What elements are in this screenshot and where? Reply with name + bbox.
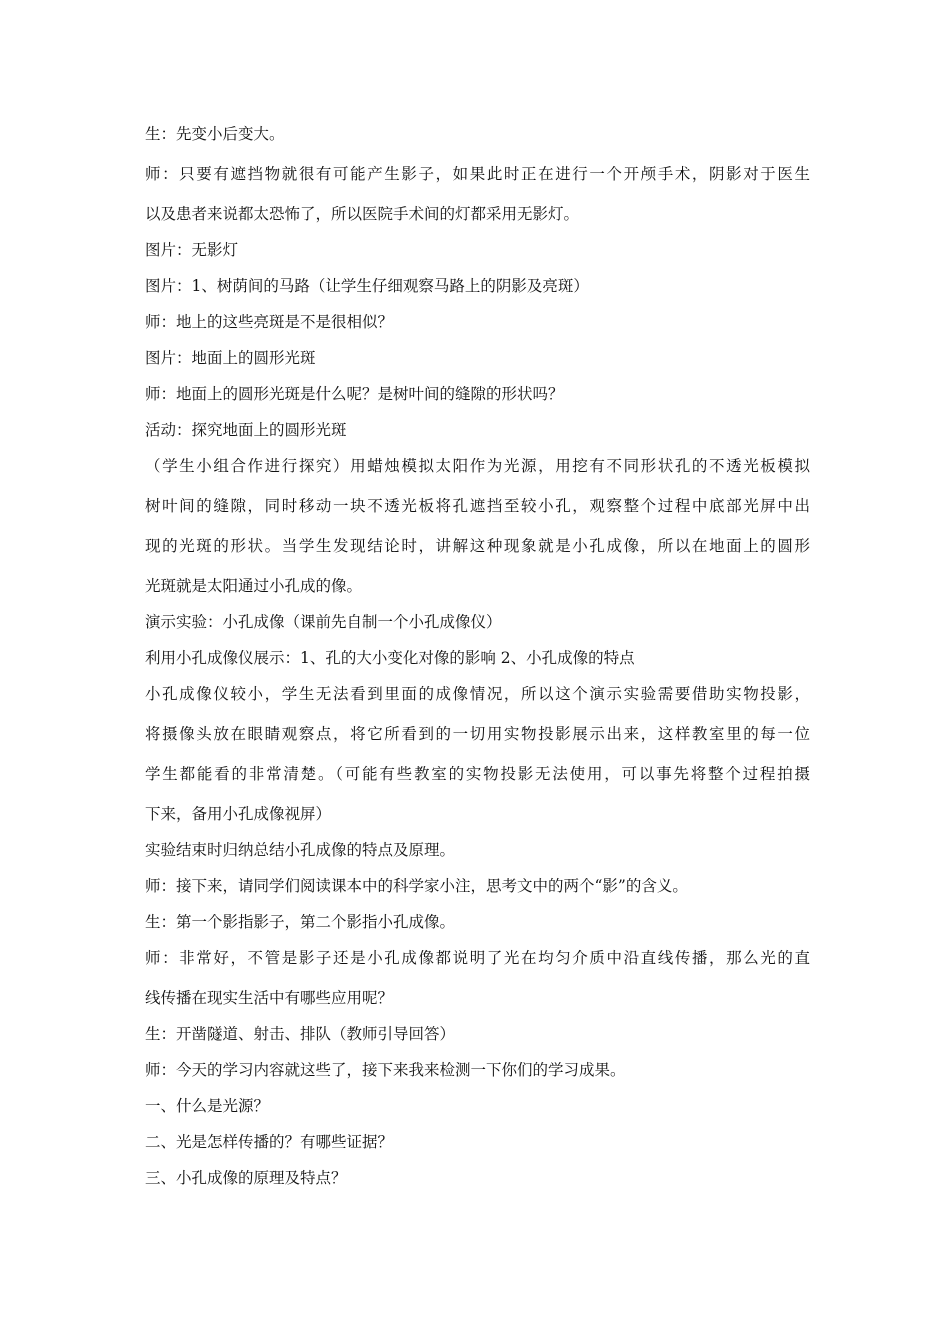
text-line: 生：第一个影指影子，第二个影指小孔成像。: [145, 913, 456, 931]
text-line: 师：今天的学习内容就这些了，接下来我来检测一下你们的学习成果。: [145, 1061, 626, 1079]
text-line: 师：非常好，不管是影子还是小孔成像都说明了光在均匀介质中沿直线传播，那么光的直: [145, 949, 810, 967]
text-line: 以及患者来说都太恐怖了，所以医院手术间的灯都采用无影灯。: [145, 205, 580, 223]
text-line: 图片：1、树荫间的马路（让学生仔细观察马路上的阴影及亮斑）: [145, 277, 589, 295]
text-line: 生：先变小后变大。: [145, 125, 285, 143]
text-line: 演示实验：小孔成像（课前先自制一个小孔成像仪）: [145, 613, 502, 631]
text-line: 二、光是怎样传播的？有哪些证据？: [145, 1133, 394, 1151]
text-line: 光斑就是太阳通过小孔成的像。: [145, 577, 363, 595]
text-line: 现的光斑的形状。当学生发现结论时，讲解这种现象就是小孔成像，所以在地面上的圆形: [145, 537, 810, 555]
text-line: 图片：地面上的圆形光斑: [145, 349, 316, 367]
document-body: [145, 124, 810, 1188]
text-line: 师：地面上的圆形光斑是什么呢？是树叶间的缝隙的形状吗？: [145, 385, 564, 403]
text-line: 师：接下来，请同学们阅读课本中的科学家小注，思考文中的两个“影”的含义。: [145, 877, 688, 895]
text-line: （学生小组合作进行探究）用蜡烛模拟太阳作为光源，用挖有不同形状孔的不透光板模拟: [145, 457, 810, 475]
text-line: 师：只要有遮挡物就很有可能产生影子，如果此时正在进行一个开颅手术，阴影对于医生: [145, 165, 810, 183]
text-line: 生：开凿隧道、射击、排队（教师引导回答）: [145, 1025, 456, 1043]
text-line: 一、什么是光源？: [145, 1097, 270, 1115]
text-line: 学生都能看的非常清楚。（可能有些教室的实物投影无法使用，可以事先将整个过程拍摄: [145, 765, 810, 783]
text-line: 将摄像头放在眼睛观察点，将它所看到的一切用实物投影展示出来，这样教室里的每一位: [145, 725, 810, 743]
text-line: 活动：探究地面上的圆形光斑: [145, 421, 347, 439]
text-line: 线传播在现实生活中有哪些应用呢？: [145, 989, 394, 1007]
text-line: 利用小孔成像仪展示：1、孔的大小变化对像的影响 2、小孔成像的特点: [145, 649, 635, 667]
text-line: 图片：无影灯: [145, 241, 239, 259]
text-line: 树叶间的缝隙，同时移动一块不透光板将孔遮挡至较小孔，观察整个过程中底部光屏中出: [145, 497, 810, 515]
text-line: 下来，备用小孔成像视屏）: [145, 805, 332, 823]
text-line: 三、小孔成像的原理及特点？: [145, 1169, 347, 1187]
text-line: 小孔成像仪较小，学生无法看到里面的成像情况，所以这个演示实验需要借助实物投影，: [145, 685, 810, 703]
text-line: 师：地上的这些亮斑是不是很相似？: [145, 313, 394, 331]
text-line: 实验结束时归纳总结小孔成像的特点及原理。: [145, 841, 456, 859]
